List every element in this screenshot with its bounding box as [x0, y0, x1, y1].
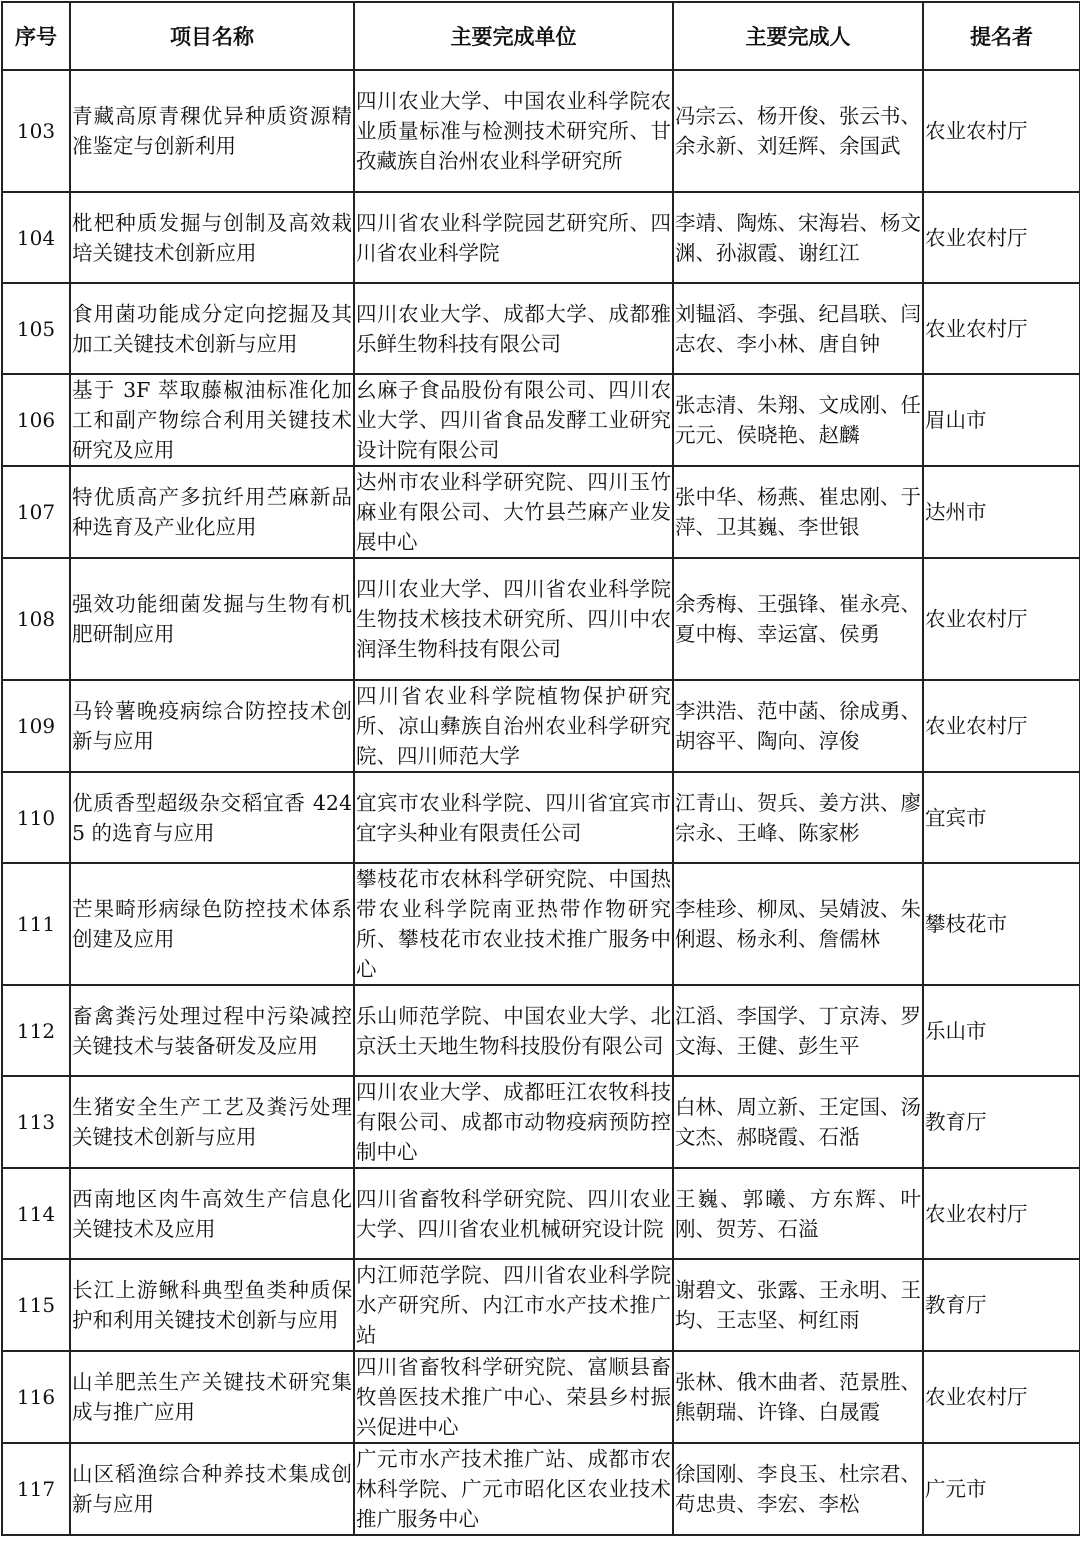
cell-nominator: 农业农村厅 [923, 192, 1080, 283]
cell-organizations: 内江师范学院、四川省农业科学院水产研究所、内江市水产技术推广站 [354, 1259, 673, 1351]
cell-persons: 徐国刚、李良玉、杜宗君、苟忠贵、李宏、李松 [673, 1443, 923, 1535]
cell-serial: 109 [2, 680, 70, 772]
cell-persons: 张林、俄木曲者、范景胜、熊朝瑞、许锋、白晟霞 [673, 1351, 923, 1443]
cell-organizations: 四川农业大学、成都旺江农牧科技有限公司、成都市动物疫病预防控制中心 [354, 1076, 673, 1168]
cell-nominator: 农业农村厅 [923, 558, 1080, 680]
table-row [2, 70, 1080, 192]
table-row [2, 1076, 1080, 1168]
cell-organizations: 攀枝花市农林科学研究院、中国热带农业科学院南亚热带作物研究所、攀枝花市农业技术推广服务中心 [354, 863, 673, 985]
cell-serial: 104 [2, 192, 70, 283]
table-row [2, 466, 1080, 558]
cell-organizations: 四川省畜牧科学研究院、富顺县畜牧兽医技术推广中心、荣县乡村振兴促进中心 [354, 1351, 673, 1443]
cell-serial: 110 [2, 772, 70, 863]
cell-project-name: 山羊肥羔生产关键技术研究集成与推广应用 [70, 1351, 354, 1443]
cell-organizations: 四川省农业科学院园艺研究所、四川省农业科学院 [354, 192, 673, 283]
cell-nominator: 教育厅 [923, 1259, 1080, 1351]
cell-project-name: 长江上游鳅科典型鱼类种质保护和利用关键技术创新与应用 [70, 1259, 354, 1351]
cell-nominator: 宜宾市 [923, 772, 1080, 863]
cell-organizations: 四川省农业科学院植物保护研究所、凉山彝族自治州农业科学研究院、四川师范大学 [354, 680, 673, 772]
header-project-name: 项目名称 [70, 2, 354, 70]
cell-persons: 余秀梅、王强锋、崔永亮、夏中梅、幸运富、侯勇 [673, 558, 923, 680]
cell-nominator: 达州市 [923, 466, 1080, 558]
table-row [2, 1259, 1080, 1351]
cell-project-name: 强效功能细菌发掘与生物有机肥研制应用 [70, 558, 354, 680]
cell-persons: 冯宗云、杨开俊、张云书、余永新、刘廷辉、余国武 [673, 70, 923, 192]
cell-serial: 115 [2, 1259, 70, 1351]
cell-nominator: 农业农村厅 [923, 70, 1080, 192]
cell-project-name: 基于 3F 萃取藤椒油标准化加工和副产物综合利用关键技术研究及应用 [70, 374, 354, 466]
cell-project-name: 特优质高产多抗纤用苎麻新品种选育及产业化应用 [70, 466, 354, 558]
cell-serial: 116 [2, 1351, 70, 1443]
cell-serial: 106 [2, 374, 70, 466]
cell-project-name: 芒果畸形病绿色防控技术体系创建及应用 [70, 863, 354, 985]
header-persons: 主要完成人 [673, 2, 923, 70]
cell-serial: 111 [2, 863, 70, 985]
cell-serial: 107 [2, 466, 70, 558]
cell-persons: 李桂珍、柳凤、吴婧波、朱俐遐、杨永利、詹儒林 [673, 863, 923, 985]
cell-organizations: 乐山师范学院、中国农业大学、北京沃土天地生物科技股份有限公司 [354, 985, 673, 1076]
cell-nominator: 乐山市 [923, 985, 1080, 1076]
cell-project-name: 山区稻渔综合种养技术集成创新与应用 [70, 1443, 354, 1535]
table-row [2, 374, 1080, 466]
table-row [2, 283, 1080, 374]
cell-nominator: 农业农村厅 [923, 680, 1080, 772]
cell-persons: 李洪浩、范中菡、徐成勇、胡容平、陶向、淳俊 [673, 680, 923, 772]
table-row [2, 558, 1080, 680]
cell-project-name: 西南地区肉牛高效生产信息化关键技术及应用 [70, 1168, 354, 1259]
cell-organizations: 四川省畜牧科学研究院、四川农业大学、四川省农业机械研究设计院 [354, 1168, 673, 1259]
cell-persons: 张志清、朱翔、文成刚、任元元、侯晓艳、赵麟 [673, 374, 923, 466]
table-row [2, 1168, 1080, 1259]
cell-persons: 张中华、杨燕、崔忠刚、于萍、卫其巍、李世银 [673, 466, 923, 558]
table-row [2, 1443, 1080, 1535]
cell-nominator: 农业农村厅 [923, 1351, 1080, 1443]
cell-persons: 江青山、贺兵、姜方洪、廖宗永、王峰、陈家彬 [673, 772, 923, 863]
header-nominator: 提名者 [923, 2, 1080, 70]
cell-organizations: 幺麻子食品股份有限公司、四川农业大学、四川省食品发酵工业研究设计院有限公司 [354, 374, 673, 466]
cell-project-name: 马铃薯晚疫病综合防控技术创新与应用 [70, 680, 354, 772]
cell-persons: 王巍、郭曦、方东辉、叶刚、贺芳、石溢 [673, 1168, 923, 1259]
cell-persons: 谢碧文、张露、王永明、王均、王志坚、柯红雨 [673, 1259, 923, 1351]
cell-serial: 105 [2, 283, 70, 374]
cell-persons: 李靖、陶炼、宋海岩、杨文渊、孙淑霞、谢红江 [673, 192, 923, 283]
cell-nominator: 攀枝花市 [923, 863, 1080, 985]
cell-project-name: 青藏高原青稞优异种质资源精准鉴定与创新利用 [70, 70, 354, 192]
cell-organizations: 四川农业大学、中国农业科学院农业质量标准与检测技术研究所、甘孜藏族自治州农业科学研究所 [354, 70, 673, 192]
cell-project-name: 畜禽粪污处理过程中污染减控关键技术与装备研发及应用 [70, 985, 354, 1076]
cell-persons: 江滔、李国学、丁京涛、罗文海、王健、彭生平 [673, 985, 923, 1076]
table-row [2, 1351, 1080, 1443]
header-organizations: 主要完成单位 [354, 2, 673, 70]
cell-persons: 刘韫滔、李强、纪昌联、闫志农、李小林、唐自钟 [673, 283, 923, 374]
cell-project-name: 优质香型超级杂交稻宜香 4245 的选育与应用 [70, 772, 354, 863]
cell-project-name: 食用菌功能成分定向挖掘及其加工关键技术创新与应用 [70, 283, 354, 374]
cell-organizations: 达州市农业科学研究院、四川玉竹麻业有限公司、大竹县苎麻产业发展中心 [354, 466, 673, 558]
table-row [2, 680, 1080, 772]
header-row [2, 2, 1080, 70]
cell-serial: 117 [2, 1443, 70, 1535]
cell-organizations: 广元市水产技术推广站、成都市农林科学院、广元市昭化区农业技术推广服务中心 [354, 1443, 673, 1535]
cell-serial: 108 [2, 558, 70, 680]
cell-nominator: 教育厅 [923, 1076, 1080, 1168]
cell-organizations: 宜宾市农业科学院、四川省宜宾市宜字头种业有限责任公司 [354, 772, 673, 863]
cell-organizations: 四川农业大学、四川省农业科学院生物技术核技术研究所、四川中农润泽生物科技有限公司 [354, 558, 673, 680]
cell-organizations: 四川农业大学、成都大学、成都雅乐鲜生物科技有限公司 [354, 283, 673, 374]
cell-nominator: 广元市 [923, 1443, 1080, 1535]
cell-serial: 113 [2, 1076, 70, 1168]
table-row [2, 985, 1080, 1076]
table-row [2, 772, 1080, 863]
cell-project-name: 枇杷种质发掘与创制及高效栽培关键技术创新应用 [70, 192, 354, 283]
header-serial: 序号 [2, 2, 70, 70]
cell-serial: 112 [2, 985, 70, 1076]
table-row [2, 192, 1080, 283]
cell-serial: 103 [2, 70, 70, 192]
cell-project-name: 生猪安全生产工艺及粪污处理关键技术创新与应用 [70, 1076, 354, 1168]
cell-serial: 114 [2, 1168, 70, 1259]
awards-table [1, 1, 1080, 1536]
cell-persons: 白林、周立新、王定国、汤文杰、郝晓霞、石湉 [673, 1076, 923, 1168]
cell-nominator: 眉山市 [923, 374, 1080, 466]
cell-nominator: 农业农村厅 [923, 283, 1080, 374]
table-row [2, 863, 1080, 985]
cell-nominator: 农业农村厅 [923, 1168, 1080, 1259]
